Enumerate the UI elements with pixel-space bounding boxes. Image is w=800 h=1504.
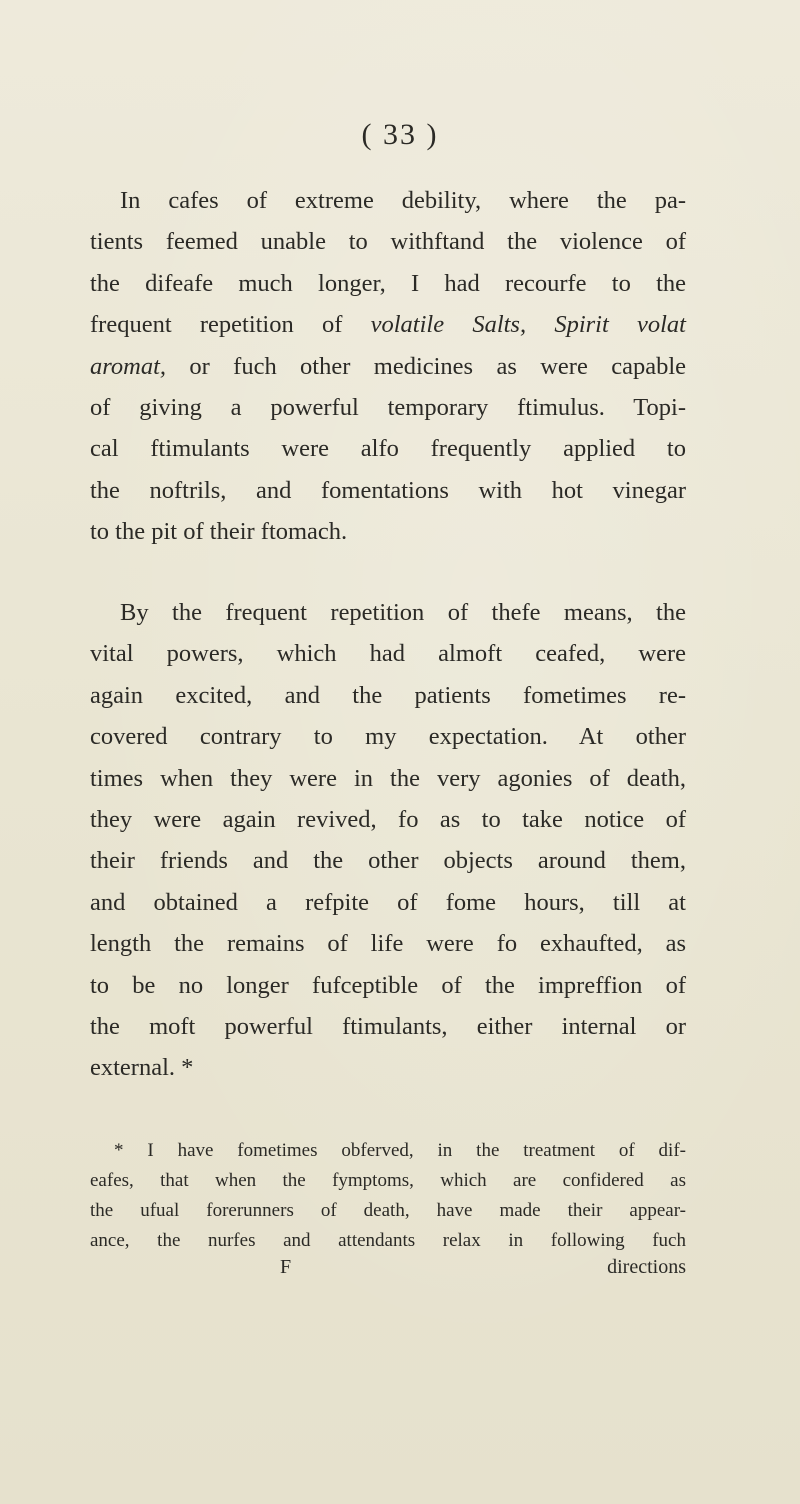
footnote [90,1136,686,1256]
text-line: By the frequent repetition of thefe means, the [120,599,686,626]
text-fragment: frequent repetition of [90,311,343,339]
text-fragment: or fuch other medicines as were capable [189,352,686,380]
footnote-line: ance, the nurfes and attendants relax in following fuch [90,1230,686,1251]
text-line: vital powers, which had almoft ceafed, were [90,640,686,668]
text-line: cal ftimulants were alfo frequently applied to [90,435,686,463]
text-line [90,304,686,345]
footnote-line: * I have fometimes obferved, in the treatment of dif- [114,1140,686,1161]
footnote-line: eafes, that when the fymptoms, which are confidered as [90,1170,686,1191]
page-number: ( 33 ) [361,118,439,151]
text-line: the difeafe much longer, I had recourfe to the [90,269,686,297]
text-line: their friends and the other objects around them, [90,847,686,875]
text-line: the moft powerful ftimulants, either internal or [90,1013,686,1041]
text-line [90,346,686,387]
text-line: again excited, and the patients fometimes re- [90,681,686,709]
text-line: and obtained a refpite of fome hours, till at [90,888,686,916]
signature-mark: F [280,1256,292,1278]
catchword: directions [607,1256,686,1278]
italic-drug-names: volatile Salts, Spirit volat [370,311,686,339]
text-line: to the pit of their ftomach. [90,518,348,546]
text-line: to be no longer fufceptible of the impreffion of [90,971,686,999]
text-line: covered contrary to my expectation. At other [90,723,686,751]
text-line: times when they were in the very agonies of death, [90,764,686,792]
footnote-line: the ufual forerunners of death, have made their appear- [90,1200,686,1221]
text-line: length the remains of life were fo exhaufted, as [90,930,686,958]
paragraph-2 [90,592,686,1089]
text-line: tients feemed unable to withftand the violence of [90,228,686,256]
text-line: external. * [90,1054,194,1082]
paragraph-1 [90,180,686,553]
page-footer [90,1256,686,1288]
text-line: In cafes of extreme debility, where the pa- [120,187,686,214]
italic-drug-name: aromat, [90,352,167,380]
text-line: they were again revived, fo as to take notice of [90,806,686,834]
text-line: the noftrils, and fomentations with hot vinegar [90,476,686,504]
text-line: of giving a powerful temporary ftimulus. Topi- [90,394,686,422]
